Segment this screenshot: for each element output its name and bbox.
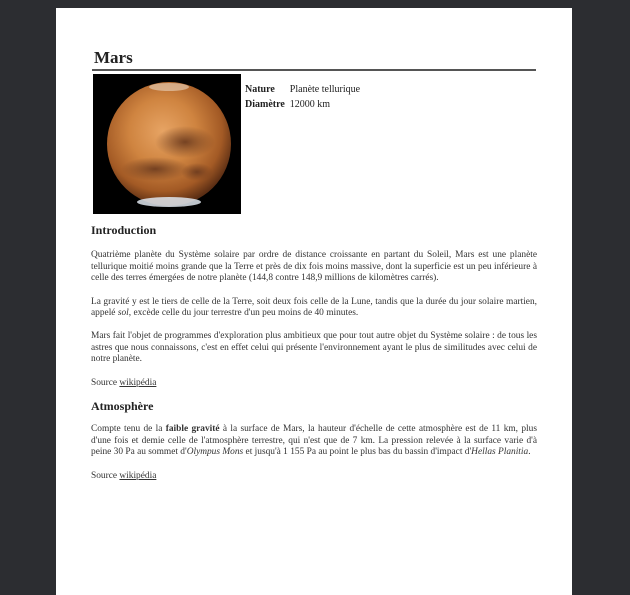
article-content bbox=[91, 225, 537, 494]
wikipedia-link[interactable]: wikipédia bbox=[119, 470, 157, 481]
infobox-value: 12000 km bbox=[289, 99, 331, 110]
emphasis-olympus-mons: Olympus Mons bbox=[186, 447, 244, 458]
atmosphere-paragraph: Compte tenu de la faible gravité à la surface de Mars, la hauteur d'échelle de cette atmosphère est de 11 km, plus d'une fois et demie celle de l'atmosphère terrestre, qui n'est que de 7 km. La pression relevée à la surface varie d'à peine 30 Pa au sommet d'Olympus Mons et jusqu'à 1 155 Pa au point le plus bas du bassin d'impact d'Hellas Planitia. bbox=[91, 424, 537, 458]
infobox-label: Nature bbox=[245, 84, 275, 95]
wikipedia-link[interactable]: wikipédia bbox=[119, 377, 157, 388]
intro-paragraph-3: Mars fait l'objet de programmes d'exploration plus ambitieux que pour tout autre objet du Système solaire : de tous les astres que nous connaissons, c'est en effet celui qui présente l'environnement ayant le plus de similitudes avec celui de notre planète. bbox=[91, 331, 537, 365]
emphasis-hellas-planitia: Hellas Planitia bbox=[471, 447, 529, 458]
intro-paragraph-1: Quatrième planète du Système solaire par ordre de distance croissante en partant du Soleil, Mars est une planète tellurique moitié moins grande que la Terre et près de dix fois moins massive, dont la superficie est un peu inférieure à celle des terres émergées de notre planète (144,8 contre 148,9 millions de kilomètres carrés). bbox=[91, 250, 537, 284]
title-divider bbox=[92, 69, 536, 71]
intro-paragraph-2: La gravité y est le tiers de celle de la Terre, soit deux fois celle de la Lune, tandis que la durée du jour solaire martien, appelé sol, excède celle du jour terrestre d'un peu moins de 40 minutes. bbox=[91, 296, 537, 319]
section-heading-atmosphere: Atmosphère bbox=[91, 399, 154, 414]
infobox-label: Diamètre bbox=[245, 99, 285, 110]
emphasis-sol: sol bbox=[117, 308, 129, 319]
intro-source: Source wikipédia bbox=[91, 377, 157, 388]
mars-image bbox=[93, 74, 241, 214]
section-heading-introduction: Introduction bbox=[91, 223, 157, 237]
document-page bbox=[56, 8, 572, 595]
infobox-value: Planète tellurique bbox=[289, 84, 361, 95]
page-title: Mars bbox=[94, 48, 133, 67]
infobox-row bbox=[245, 97, 365, 112]
infobox-row bbox=[245, 82, 365, 97]
emphasis-faible-gravite: faible gravité bbox=[165, 424, 220, 435]
atmosphere-source: Source wikipédia bbox=[91, 470, 157, 481]
infobox bbox=[245, 82, 365, 112]
